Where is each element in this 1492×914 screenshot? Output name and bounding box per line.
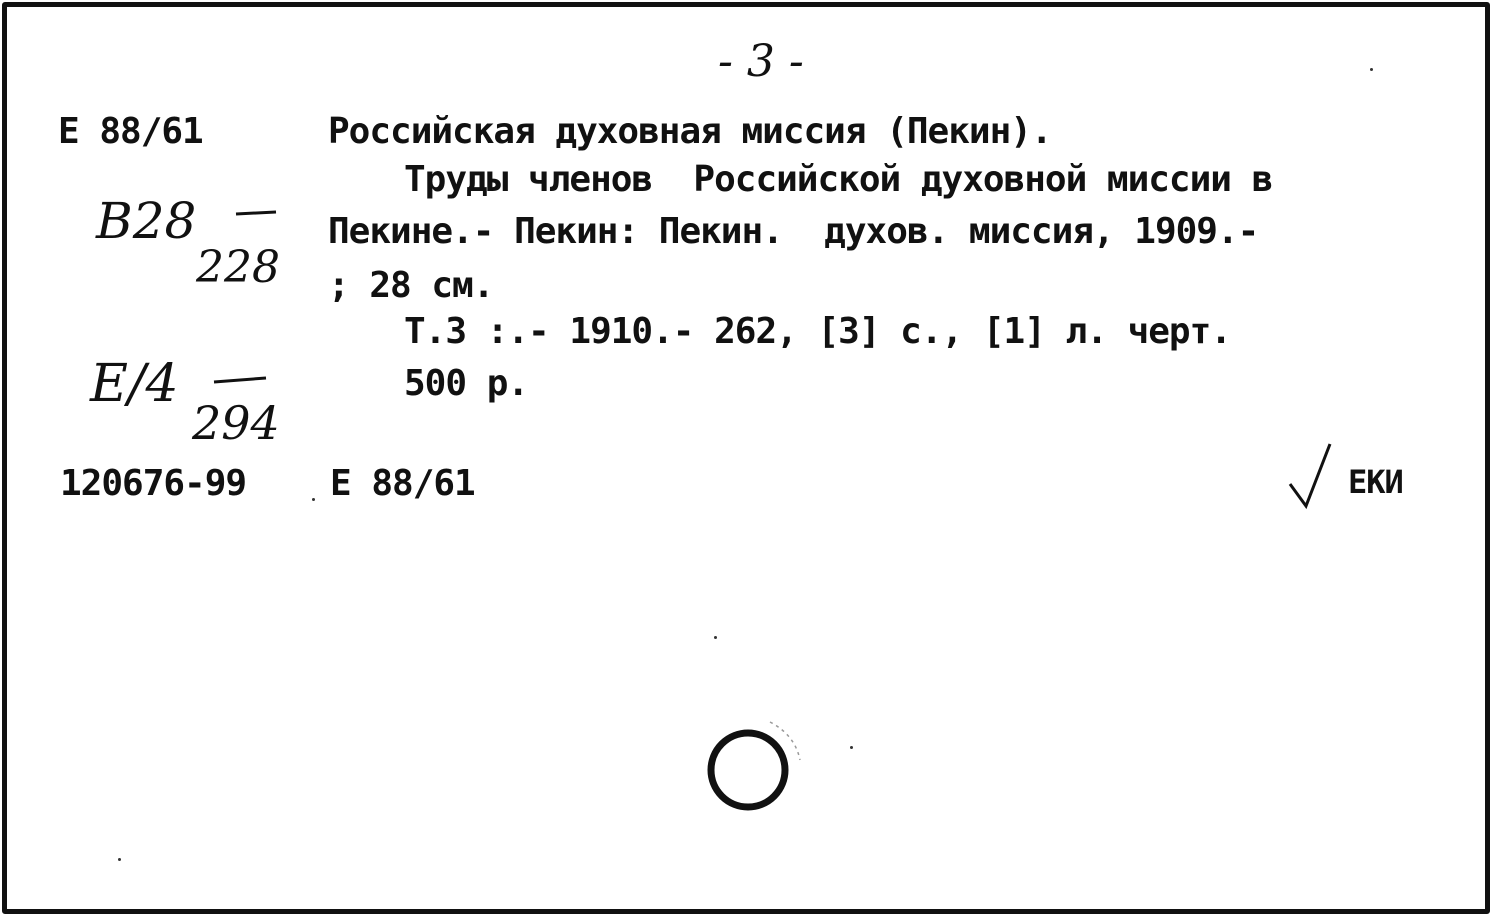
- handwritten-dash-2: [214, 378, 266, 382]
- price: 500 р.: [404, 363, 529, 404]
- description-line-2: Пекине.- Пекин: Пекин. духов. миссия, 1909.-: [328, 211, 1259, 252]
- checkmark-icon: [1290, 444, 1330, 506]
- accession-number: 120676-99: [60, 463, 247, 504]
- handwritten-note-3: Е/4: [90, 354, 179, 414]
- volume-line: Т.3 :.- 1910.- 262, [3] с., [1] л. черт.: [404, 311, 1231, 352]
- handwritten-dash-1: [236, 212, 276, 214]
- handwritten-note-1: В28: [96, 192, 197, 250]
- shelfmark: Е 88/61: [58, 111, 203, 152]
- handwritten-note-4: 294: [192, 396, 280, 450]
- description-line-1: Труды членов Российской духовной миссии в: [404, 159, 1273, 200]
- speck: [850, 746, 853, 749]
- description-line-3: ; 28 см.: [328, 265, 494, 306]
- speck: [1370, 68, 1373, 71]
- handwritten-note-2: 228: [196, 242, 280, 293]
- shelfmark-repeat: Е 88/61: [330, 463, 475, 504]
- page-number: - 3 -: [718, 36, 804, 87]
- punch-hole-icon: [711, 733, 785, 807]
- speck: [118, 858, 121, 861]
- heading: Российская духовная миссия (Пекин).: [328, 111, 1052, 152]
- speck: [312, 498, 315, 501]
- speck: [714, 636, 717, 639]
- checkmark-initials: ЕКИ: [1348, 463, 1403, 501]
